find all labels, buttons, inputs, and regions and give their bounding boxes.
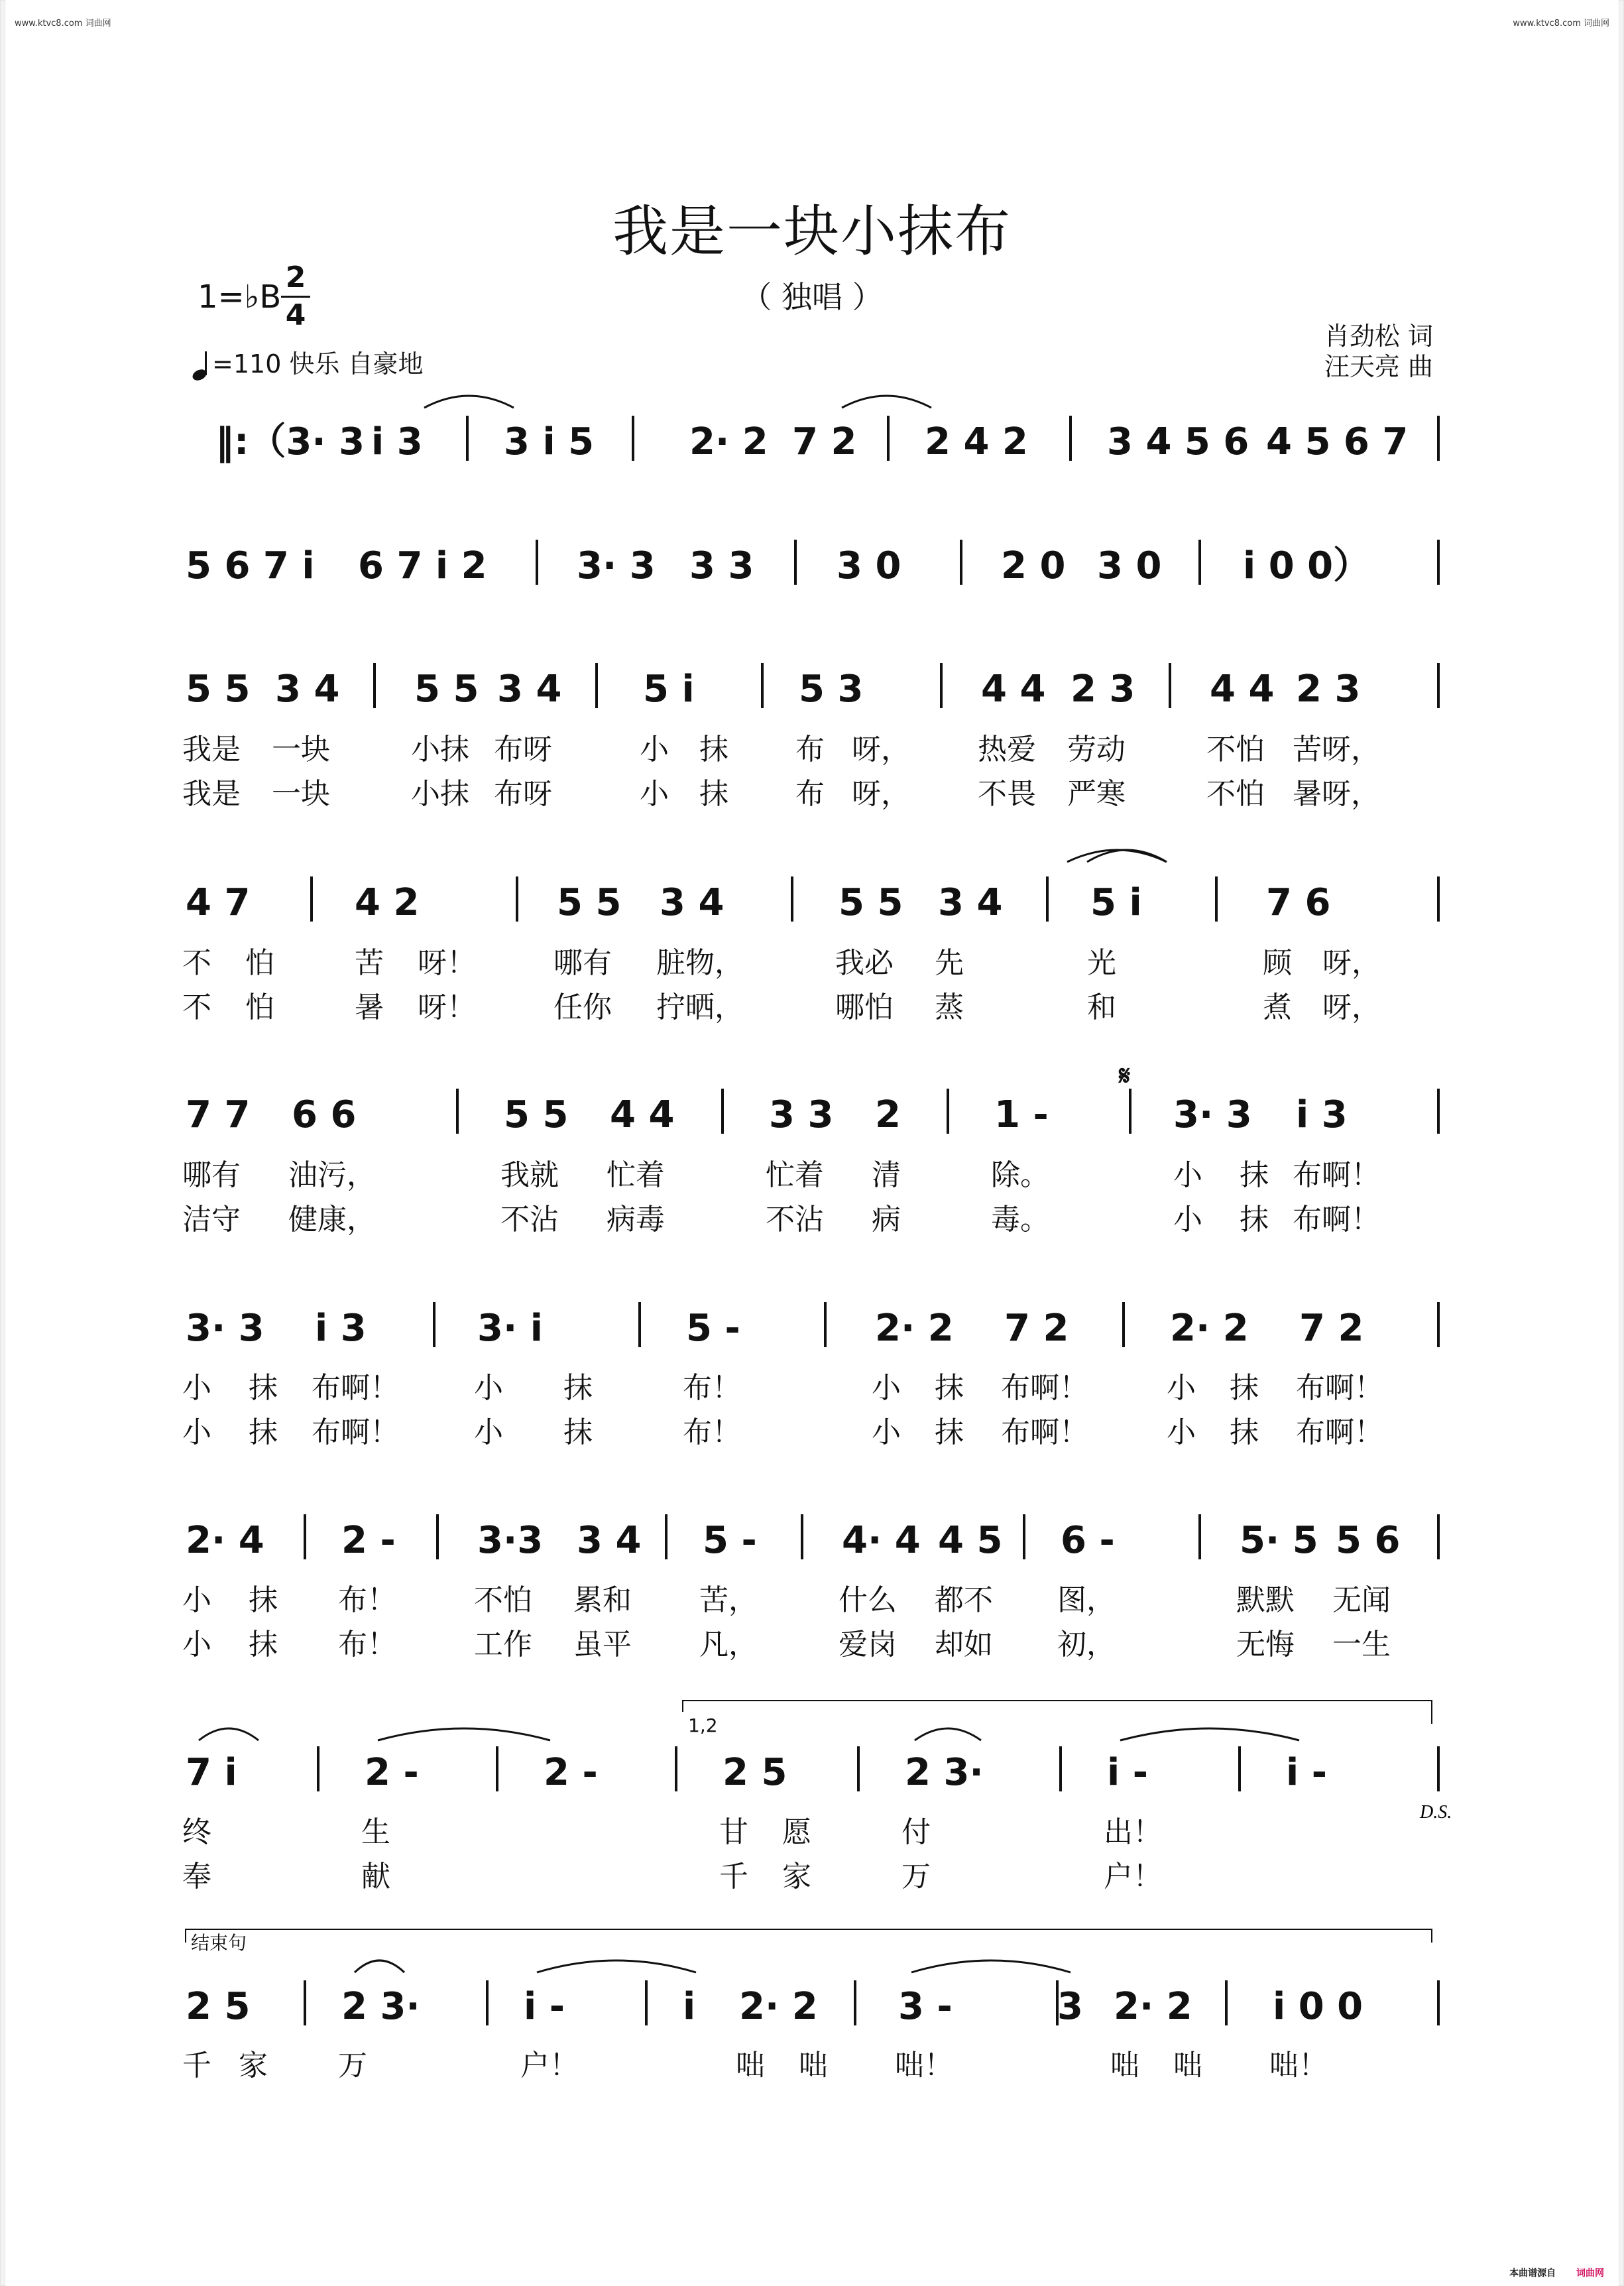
- measure-5-7: 1 -: [994, 1093, 1049, 1136]
- lyric-6-v1-9: 小: [1167, 1371, 1196, 1405]
- lyric-7-v2-5: 凡，: [699, 1628, 758, 1661]
- measure-7-3: 3·3: [477, 1519, 544, 1562]
- lyric-7-v1-1: 抹: [249, 1583, 278, 1617]
- lyric-7-v1-5: 苦，: [699, 1583, 758, 1617]
- measure-1-6: 2 4 2: [925, 420, 1028, 463]
- lyric-5-v1-8: 抹: [1240, 1158, 1269, 1192]
- lyric-3-v2-2: 小抹: [411, 777, 469, 811]
- lyric-3-v1-5: 抹: [699, 733, 728, 766]
- lyric-4-v2-9: 煮: [1263, 991, 1292, 1024]
- lyric-4-v2-6: 哪怕: [835, 991, 894, 1024]
- composer-credit: 汪天亮 曲: [1324, 352, 1433, 381]
- lyric-9-8: 咄: [1173, 2049, 1202, 2082]
- tie-slur: [424, 396, 514, 408]
- lyric-5-v2-5: 病: [872, 1203, 901, 1236]
- lyric-5-v2-8: 抹: [1240, 1203, 1269, 1236]
- lyric-6-v2-11: 布啊！: [1296, 1415, 1383, 1449]
- measure-2-7: 3 0: [1097, 544, 1162, 587]
- lyric-7-v2-4: 虽平: [573, 1628, 632, 1661]
- lyric-9-5: 咄: [799, 2049, 828, 2082]
- lyric-3-v1-9: 劳动: [1067, 733, 1126, 766]
- lyric-7-v1-3: 不怕: [474, 1583, 532, 1617]
- segno-sign: 𝄋: [1119, 1061, 1131, 1091]
- lyric-3-v2-1: 一块: [272, 777, 330, 811]
- lyric-6-v1-8: 布啊！: [1001, 1371, 1088, 1405]
- lyric-4-v2-4: 任你: [553, 991, 612, 1024]
- lyric-3-v2-3: 布呀: [494, 777, 552, 811]
- lyric-6-v2-6: 小: [872, 1415, 901, 1449]
- tempo-value: =110: [212, 349, 282, 379]
- lyric-6-v1-10: 抹: [1230, 1371, 1259, 1405]
- lyric-5-v2-9: 布啊！: [1293, 1203, 1380, 1236]
- header-left-watermark: www.ktvc8.com 词曲网: [15, 19, 111, 29]
- lyric-8-v1-0: 终: [182, 1815, 211, 1849]
- measure-4-5: 5 5: [839, 881, 903, 924]
- lyric-6-v2-4: 抹: [563, 1415, 593, 1449]
- lyric-9-2: 万: [338, 2049, 367, 2082]
- lyric-5-v2-6: 毒。: [991, 1203, 1049, 1236]
- lyric-7-v1-10: 无闻: [1332, 1583, 1391, 1617]
- lyric-7-v2-2: 布！: [338, 1628, 396, 1661]
- lyric-5-v2-1: 健康，: [288, 1203, 376, 1236]
- measure-5-9: i 3: [1296, 1093, 1348, 1136]
- lyric-7-v2-3: 工作: [474, 1628, 532, 1661]
- footer-credit: [1509, 2266, 1604, 2279]
- footer-brand: 词曲网: [1576, 2268, 1604, 2279]
- lyric-8-v2-4: 万: [901, 1860, 931, 1894]
- measure-7-7: 4 5: [938, 1519, 1003, 1562]
- measure-9-7: 3: [1057, 1985, 1083, 2028]
- lyric-3-v1-10: 不怕: [1206, 733, 1265, 766]
- lyric-8-v1-2: 甘: [719, 1815, 748, 1849]
- measure-7-4: 3 4: [577, 1519, 642, 1562]
- lyric-3-v2-8: 不畏: [978, 777, 1036, 811]
- lyric-8-v2-2: 千: [719, 1860, 748, 1894]
- measure-2-3: 3· 3: [577, 544, 656, 587]
- lyric-3-v1-4: 小: [640, 733, 669, 766]
- measure-3-8: 2 3: [1071, 668, 1135, 711]
- measure-7-2: 2 -: [341, 1519, 396, 1562]
- measure-2-1: 5 6 7 i: [186, 544, 315, 587]
- measure-7-9: 5· 5: [1240, 1519, 1318, 1562]
- score-line-6: [186, 1307, 1363, 1350]
- measure-6-5: 2· 2: [875, 1307, 954, 1350]
- tempo-expression: 快乐 自豪地: [289, 349, 424, 379]
- header-right-watermark: www.ktvc8.com 词曲网: [1513, 19, 1609, 29]
- measure-9-1: 2 5: [186, 1985, 251, 2028]
- score-line-8: [186, 1701, 1452, 1823]
- lyric-4-v1-5: 脏物，: [656, 946, 744, 980]
- measure-3-9: 4 4: [1210, 668, 1275, 711]
- measure-7-8: 6 -: [1061, 1519, 1115, 1562]
- lyric-8-v1-1: 生: [361, 1815, 390, 1849]
- measure-4-3: 5 5: [557, 881, 622, 924]
- lyrics-line-9: [182, 2049, 1328, 2082]
- measure-9-5: 2· 2: [739, 1985, 818, 2028]
- lyric-3-v2-0: 我是: [182, 777, 241, 811]
- tie-slur: [911, 1960, 1071, 1972]
- lyric-4-v2-1: 怕: [245, 991, 274, 1024]
- coda-label: 结束句: [191, 1932, 247, 1954]
- lyric-5-v2-0: 洁守: [182, 1203, 241, 1236]
- lyric-7-v2-9: 无悔: [1236, 1628, 1295, 1661]
- lyric-3-v2-7: 呀，: [852, 777, 910, 811]
- measure-2-2: 6 7 i 2: [358, 544, 487, 587]
- lyric-3-v1-11: 苦呀，: [1293, 733, 1380, 766]
- lyric-3-v1-2: 小抹: [411, 733, 469, 766]
- measure-4-1: 4 7: [186, 881, 251, 924]
- score-line-5: [186, 1061, 1348, 1136]
- lyric-4-v1-1: 怕: [245, 946, 274, 980]
- lyric-6-v1-2: 布啊！: [312, 1371, 399, 1405]
- lyric-8-v2-0: 奉: [182, 1860, 211, 1894]
- measure-8-7: i -: [1286, 1751, 1327, 1794]
- measure-8-1: 7 i: [186, 1751, 237, 1794]
- measure-3-5: 5 i: [643, 668, 695, 711]
- lyric-5-v1-6: 除。: [991, 1158, 1049, 1192]
- score-line-1: [215, 420, 1408, 463]
- measure-5-6: 2: [875, 1093, 901, 1136]
- measure-2-5: 3 0: [837, 544, 901, 587]
- measure-5-4: 4 4: [610, 1093, 675, 1136]
- lyric-9-3: 户！: [520, 2049, 579, 2082]
- lyric-4-v1-4: 哪有: [553, 946, 612, 980]
- measure-6-4: 5 -: [686, 1307, 740, 1350]
- lyric-9-6: 咄！: [895, 2049, 953, 2082]
- lyric-9-1: 家: [239, 2049, 268, 2082]
- measure-4-4: 3 4: [660, 881, 725, 924]
- lyric-5-v1-4: 忙着: [766, 1158, 824, 1192]
- lyric-6-v2-3: 小: [474, 1415, 503, 1449]
- lyric-6-v2-5: 布！: [683, 1415, 741, 1449]
- lyric-3-v2-9: 严寒: [1067, 777, 1126, 811]
- lyric-6-v1-5: 布！: [683, 1371, 741, 1405]
- lyric-6-v2-2: 布啊！: [312, 1415, 399, 1449]
- lyric-9-4: 咄: [736, 2049, 765, 2082]
- lyric-6-v1-6: 小: [872, 1371, 901, 1405]
- coda-bracket: [186, 1929, 1432, 1943]
- measure-7-5: 5 -: [703, 1519, 757, 1562]
- measure-2-8: i 0 0）: [1243, 544, 1371, 587]
- lyric-8-v1-3: 愿: [782, 1815, 811, 1849]
- measure-8-4: 2 5: [723, 1751, 787, 1794]
- lyric-4-v2-5: 拧晒，: [656, 991, 744, 1024]
- lyric-6-v1-4: 抹: [563, 1371, 593, 1405]
- lyric-4-v2-8: 和: [1087, 991, 1116, 1024]
- tie-slur: [1067, 850, 1167, 862]
- measure-2-6: 2 0: [1001, 544, 1066, 587]
- song-subtitle: （ 独唱 ）: [741, 279, 883, 315]
- tie-slur: [1120, 1728, 1299, 1740]
- score-line-7: [186, 1519, 1400, 1562]
- lyric-5-v1-2: 我就: [500, 1158, 559, 1192]
- lyric-4-v1-0: 不: [182, 946, 211, 980]
- measure-4-2: 4 2: [355, 881, 420, 924]
- volta-bracket: [683, 1701, 1432, 1724]
- lyric-9-9: 咄！: [1269, 2049, 1328, 2082]
- lyrics-line-8: [182, 1815, 1162, 1894]
- measure-4-8: 7 6: [1266, 881, 1331, 924]
- tie-slur: [537, 1960, 696, 1972]
- score-line-2: [186, 544, 1370, 587]
- measure-1-7: 3 4 5 6: [1107, 420, 1249, 463]
- lyric-8-v2-5: 户！: [1104, 1860, 1162, 1894]
- lyric-3-v2-11: 暑呀，: [1293, 777, 1380, 811]
- lyric-6-v2-9: 小: [1167, 1415, 1196, 1449]
- lyric-3-v2-4: 小: [640, 777, 669, 811]
- lyric-7-v2-1: 抹: [249, 1628, 278, 1661]
- lyric-9-0: 千: [182, 2049, 211, 2082]
- measure-9-9: i 0 0: [1273, 1985, 1363, 2028]
- lyric-4-v1-7: 先: [935, 946, 964, 980]
- measure-4-7: 5 i: [1090, 881, 1142, 924]
- measure-5-1: 7 7: [186, 1093, 251, 1136]
- lyric-7-v1-4: 累和: [573, 1583, 632, 1617]
- lyric-5-v1-0: 哪有: [182, 1158, 241, 1192]
- lyric-4-v2-10: 呀，: [1322, 991, 1381, 1024]
- lyrics-line-7: [182, 1583, 1391, 1661]
- measure-9-3: i -: [524, 1985, 565, 2028]
- lyric-4-v1-10: 呀，: [1322, 946, 1381, 980]
- footer-source-text: 本曲谱源自: [1509, 2268, 1556, 2279]
- tie-slur: [842, 396, 931, 408]
- measure-1-3: 3 i 5: [504, 420, 595, 463]
- lyric-8-v1-4: 付: [901, 1815, 931, 1849]
- lyric-6-v1-0: 小: [182, 1371, 211, 1405]
- lyric-6-v1-7: 抹: [935, 1371, 964, 1405]
- lyric-5-v1-3: 忙着: [607, 1158, 665, 1192]
- lyric-7-v1-9: 默默: [1236, 1583, 1295, 1617]
- lyric-6-v2-0: 小: [182, 1415, 211, 1449]
- lyric-3-v2-5: 抹: [699, 777, 728, 811]
- measure-6-1: 3· 3: [186, 1307, 264, 1350]
- lyric-5-v2-3: 病毒: [607, 1203, 665, 1236]
- measure-3-4: 3 4: [497, 668, 562, 711]
- measure-6-8: 7 2: [1299, 1307, 1364, 1350]
- lyric-7-v2-8: 初，: [1057, 1628, 1116, 1661]
- lyricist-credit: 肖劲松 词: [1324, 322, 1433, 351]
- lyric-6-v1-11: 布啊！: [1296, 1371, 1383, 1405]
- measure-8-6: i -: [1107, 1751, 1148, 1794]
- measure-7-1: 2· 4: [186, 1519, 264, 1562]
- volta-label: 1,2: [688, 1714, 718, 1736]
- measure-7-10: 5 6: [1336, 1519, 1401, 1562]
- tie-slur: [915, 1728, 981, 1740]
- time-signature-bottom: 4: [285, 298, 306, 332]
- lyric-8-v2-3: 家: [782, 1860, 811, 1894]
- lyric-6-v2-1: 抹: [249, 1415, 278, 1449]
- lyric-5-v2-4: 不沾: [766, 1203, 824, 1236]
- measure-6-3: 3· i: [477, 1307, 543, 1350]
- lyric-4-v2-2: 暑: [355, 991, 384, 1024]
- dal-segno-mark: D.S.: [1420, 1802, 1452, 1823]
- lyric-5-v1-5: 清: [872, 1158, 901, 1192]
- tie-slur: [378, 1728, 550, 1740]
- measure-1-1: ‖:（3· 3: [215, 420, 365, 463]
- measure-8-3: 2 -: [544, 1751, 598, 1794]
- measure-3-3: 5 5: [414, 668, 479, 711]
- tie-slur: [355, 1960, 404, 1972]
- measure-3-10: 2 3: [1296, 668, 1361, 711]
- measure-3-1: 5 5: [186, 668, 251, 711]
- key-signature: 1=♭B: [198, 278, 282, 316]
- measure-6-2: i 3: [315, 1307, 367, 1350]
- measure-5-3: 5 5: [504, 1093, 569, 1136]
- lyric-5-v1-1: 油污，: [288, 1158, 376, 1192]
- measure-7-6: 4· 4: [842, 1519, 921, 1562]
- lyric-4-v2-7: 蒸: [935, 991, 964, 1024]
- measure-9-4: i: [683, 1985, 696, 2028]
- measure-6-7: 2· 2: [1170, 1307, 1249, 1350]
- measure-8-2: 2 -: [365, 1751, 419, 1794]
- measure-5-2: 6 6: [292, 1093, 357, 1136]
- lyrics-line-6: [182, 1371, 1383, 1449]
- measure-4-6: 3 4: [938, 881, 1003, 924]
- score-line-3: [186, 668, 1360, 711]
- lyric-5-v2-7: 小: [1173, 1203, 1202, 1236]
- lyric-3-v1-7: 呀，: [852, 733, 910, 766]
- measure-3-2: 3 4: [275, 668, 340, 711]
- lyric-4-v1-6: 我必: [835, 946, 894, 980]
- tie-slur: [199, 1728, 259, 1740]
- lyric-4-v2-0: 不: [182, 991, 211, 1024]
- measure-3-7: 4 4: [981, 668, 1046, 711]
- measure-6-6: 7 2: [1004, 1307, 1069, 1350]
- lyric-6-v2-7: 抹: [935, 1415, 964, 1449]
- lyric-7-v1-0: 小: [182, 1583, 211, 1617]
- lyric-7-v1-7: 都不: [935, 1583, 993, 1617]
- lyric-8-v2-1: 献: [361, 1860, 390, 1894]
- song-title: 我是一块小抹布: [612, 199, 1012, 264]
- measure-9-8: 2· 2: [1114, 1985, 1192, 2028]
- lyric-4-v1-8: 光: [1087, 946, 1116, 980]
- measure-9-6: 3 -: [898, 1985, 953, 2028]
- lyric-5-v2-2: 不沾: [500, 1203, 559, 1236]
- lyric-7-v2-0: 小: [182, 1628, 211, 1661]
- lyric-4-v2-3: 呀！: [418, 991, 476, 1024]
- lyric-5-v1-7: 小: [1173, 1158, 1202, 1192]
- lyric-4-v1-9: 顾: [1263, 946, 1292, 980]
- lyric-7-v1-8: 图，: [1057, 1583, 1116, 1617]
- measure-8-5: 2 3·: [905, 1751, 984, 1794]
- lyric-6-v2-10: 抹: [1230, 1415, 1259, 1449]
- lyric-5-v1-9: 布啊！: [1293, 1158, 1380, 1192]
- measure-2-4: 3 3: [689, 544, 754, 587]
- lyrics-line-4: [182, 946, 1381, 1024]
- lyric-3-v1-3: 布呀: [494, 733, 552, 766]
- lyric-3-v1-8: 热爱: [978, 733, 1036, 766]
- lyric-3-v2-6: 布: [795, 777, 825, 811]
- time-signature-top: 2: [285, 261, 306, 294]
- lyric-7-v1-6: 什么: [839, 1583, 897, 1617]
- lyric-8-v1-5: 出！: [1104, 1815, 1162, 1849]
- measure-1-5: 7 2: [792, 420, 857, 463]
- lyrics-line-3: [182, 733, 1380, 811]
- lyric-6-v1-1: 抹: [249, 1371, 278, 1405]
- measure-5-8: 3· 3: [1173, 1093, 1252, 1136]
- measure-1-8: 4 5 6 7: [1266, 420, 1409, 463]
- lyric-7-v2-7: 却如: [935, 1628, 993, 1661]
- score-line-9: [186, 1929, 1432, 2028]
- lyric-9-7: 咄: [1110, 2049, 1139, 2082]
- lyric-4-v1-3: 呀！: [418, 946, 476, 980]
- score-line-4: [186, 881, 1330, 924]
- lyric-7-v2-6: 爱岗: [839, 1628, 897, 1661]
- lyric-7-v1-2: 布！: [338, 1583, 396, 1617]
- lyric-3-v2-10: 不怕: [1206, 777, 1265, 811]
- lyrics-line-5: [182, 1158, 1380, 1236]
- measure-1-2: i 3: [371, 420, 423, 463]
- lyric-6-v1-3: 小: [474, 1371, 503, 1405]
- measure-1-4: 2· 2: [689, 420, 768, 463]
- measure-9-2: 2 3·: [341, 1985, 420, 2028]
- lyric-7-v2-10: 一生: [1332, 1628, 1391, 1661]
- lyric-6-v2-8: 布啊！: [1001, 1415, 1088, 1449]
- lyric-4-v1-2: 苦: [355, 946, 384, 980]
- lyric-3-v1-6: 布: [795, 733, 825, 766]
- measure-5-5: 3 3: [769, 1093, 834, 1136]
- lyric-3-v1-0: 我是: [182, 733, 241, 766]
- lyric-3-v1-1: 一块: [272, 733, 330, 766]
- measure-3-6: 5 3: [799, 668, 864, 711]
